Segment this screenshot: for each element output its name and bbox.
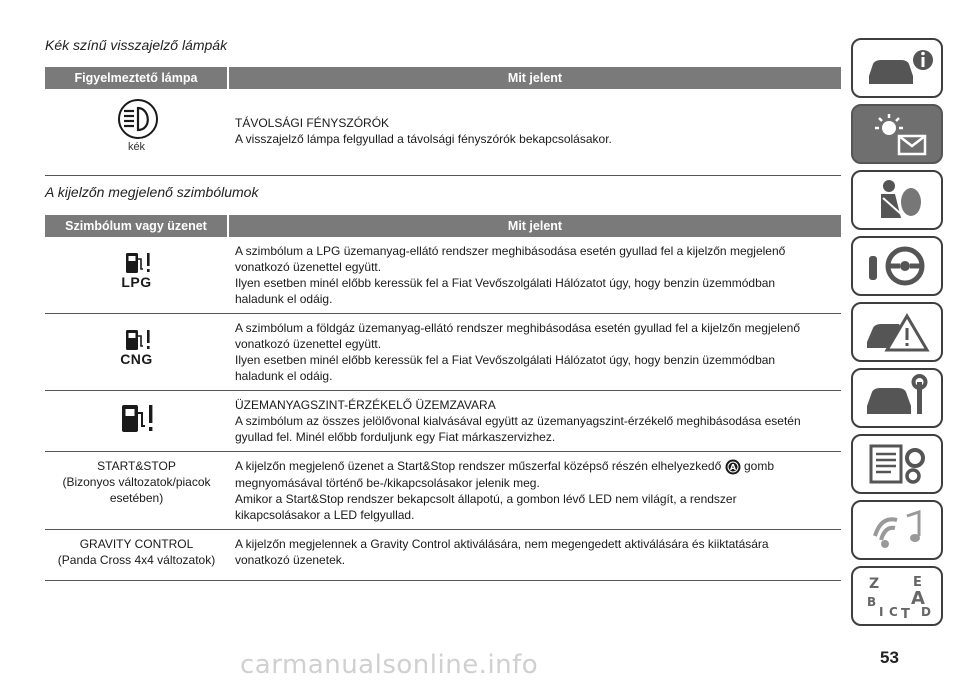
multimedia-icon bbox=[861, 506, 933, 554]
table-row bbox=[45, 529, 841, 580]
svg-text:C: C bbox=[889, 605, 898, 619]
row-heading: ÜZEMANYAGSZINT-ÉRZÉKELŐ ÜZEMZAVARA bbox=[235, 398, 496, 412]
high-beam-icon bbox=[114, 99, 160, 139]
row-text: gyullad fel. Minél előbb forduljunk egy Fiat márkaszervizhez. bbox=[235, 430, 556, 444]
row-label: (Bizonyos változatok/piacok bbox=[62, 475, 211, 489]
display-symbols-table bbox=[45, 215, 841, 581]
section-title-blue-lamps: Kék színű visszajelző lámpák bbox=[45, 37, 228, 53]
row-text: Ilyen esetben minél előbb keressük fel a Fiat Vevőszolgálati Hálózatot úgy, hogy benzin üzemmódban bbox=[235, 353, 776, 367]
row-text: A kijelzőn megjelennek a Gravity Control aktiválására, nem megengedett aktiválására és kiiktatására bbox=[235, 536, 769, 551]
starting-driving-icon bbox=[861, 242, 933, 290]
page-number: 53 bbox=[880, 648, 899, 667]
row-text: kikapcsolásakor a LED felgyullad. bbox=[235, 507, 415, 522]
row-text: gomb bbox=[743, 459, 774, 473]
table-row bbox=[45, 314, 841, 391]
row-text: haladunk el odáig. bbox=[235, 369, 333, 383]
svg-text:D: D bbox=[921, 605, 931, 619]
row-text: Ilyen esetben minél előbb keressük fel a Fiat Vevőszolgálati Hálózatot úgy, hogy benzin üzemmódban bbox=[235, 276, 776, 290]
tab-car-info[interactable] bbox=[851, 38, 943, 98]
start-stop-button-icon bbox=[725, 459, 741, 475]
row-label: START&STOP bbox=[97, 459, 176, 473]
row-label: (Panda Cross 4x4 változatok) bbox=[57, 552, 216, 567]
warning-lights-icon bbox=[861, 110, 933, 158]
tab-safety[interactable] bbox=[851, 170, 943, 230]
row-text: A szimbólum a LPG üzemanyag-ellátó rendszer meghibásodása esetén gyullad fel a kijelzőn megjelenő bbox=[235, 244, 786, 258]
table-row bbox=[45, 391, 841, 452]
tab-technical-data[interactable] bbox=[851, 434, 943, 494]
row-text: vonatkozó üzenetek. bbox=[235, 552, 346, 567]
row-text: Amikor a Start&Stop rendszer bekapcsolt állapotú, a gombon lévő LED nem világít, a rendszer bbox=[235, 491, 737, 506]
svg-text:T: T bbox=[901, 607, 910, 620]
table-row bbox=[45, 237, 841, 314]
technical-data-icon bbox=[861, 440, 933, 488]
tab-emergency[interactable] bbox=[851, 302, 943, 362]
safety-airbag-icon bbox=[861, 176, 933, 224]
table-row bbox=[45, 452, 841, 530]
svg-text:Z: Z bbox=[869, 576, 880, 592]
tab-warning-lights[interactable] bbox=[851, 104, 943, 164]
row-text: megnyomásával történő be-/kikapcsolásakor jelenik meg. bbox=[235, 475, 540, 490]
fuel-pump-warning-icon bbox=[122, 251, 152, 275]
tab-starting-driving[interactable] bbox=[851, 236, 943, 296]
chapter-sidebar bbox=[851, 38, 947, 632]
tab-maintenance[interactable] bbox=[851, 368, 943, 428]
emergency-icon bbox=[861, 308, 933, 356]
header-symbol-or-message: Szimbólum vagy üzenet bbox=[45, 215, 228, 237]
row-text: haladunk el odáig. bbox=[235, 292, 333, 306]
icon-color-label: kék bbox=[127, 141, 146, 153]
header-meaning: Mit jelent bbox=[228, 215, 841, 237]
svg-text:I: I bbox=[879, 605, 884, 619]
tab-multimedia[interactable] bbox=[851, 500, 943, 560]
row-label: GRAVITY CONTROL bbox=[79, 536, 194, 551]
blue-lamps-table bbox=[45, 67, 841, 176]
row-text: A szimbólum a földgáz üzemanyag-ellátó rendszer meghibásodása esetén gyullad fel a kijelzőn megjelenő bbox=[235, 321, 800, 335]
svg-text:E: E bbox=[913, 575, 922, 590]
maintenance-icon bbox=[861, 374, 933, 422]
row-text: A kijelzőn megjelenő üzenet a Start&Stop rendszer műszerfal középső részén elhelyezkedő bbox=[235, 459, 722, 473]
fuel-pump-warning-icon bbox=[122, 328, 152, 352]
row-heading: TÁVOLSÁGI FÉNYSZÓRÓK bbox=[235, 116, 390, 130]
row-text: A visszajelző lámpa felgyullad a távolsági fényszórók bekapcsolásakor. bbox=[235, 132, 612, 146]
tab-index[interactable] bbox=[851, 566, 943, 626]
fuel-sensor-warning-icon bbox=[117, 401, 157, 435]
car-info-icon bbox=[861, 46, 933, 90]
row-label: esetében) bbox=[109, 491, 164, 505]
lpg-label: LPG bbox=[121, 274, 152, 290]
watermark-text: carmanualsonline.info bbox=[240, 650, 539, 680]
svg-text:B: B bbox=[867, 595, 877, 609]
svg-text:A: A bbox=[729, 462, 736, 472]
row-text: vonatkozó üzenettel együtt. bbox=[235, 337, 382, 351]
row-text: vonatkozó üzenettel együtt. bbox=[235, 260, 382, 274]
index-icon bbox=[861, 572, 933, 620]
header-meaning: Mit jelent bbox=[228, 67, 841, 89]
section-title-display-symbols: A kijelzőn megjelenő szimbólumok bbox=[45, 184, 259, 200]
row-text: A szimbólum az összes jelölővonal kialvásával együtt az üzemanyagszint-érzékelő meghibásodása esetén bbox=[235, 414, 801, 428]
table-row bbox=[45, 89, 841, 175]
cng-label: CNG bbox=[120, 351, 153, 367]
svg-text:A: A bbox=[911, 588, 925, 609]
header-warning-lamp: Figyelmeztető lámpa bbox=[45, 67, 228, 89]
